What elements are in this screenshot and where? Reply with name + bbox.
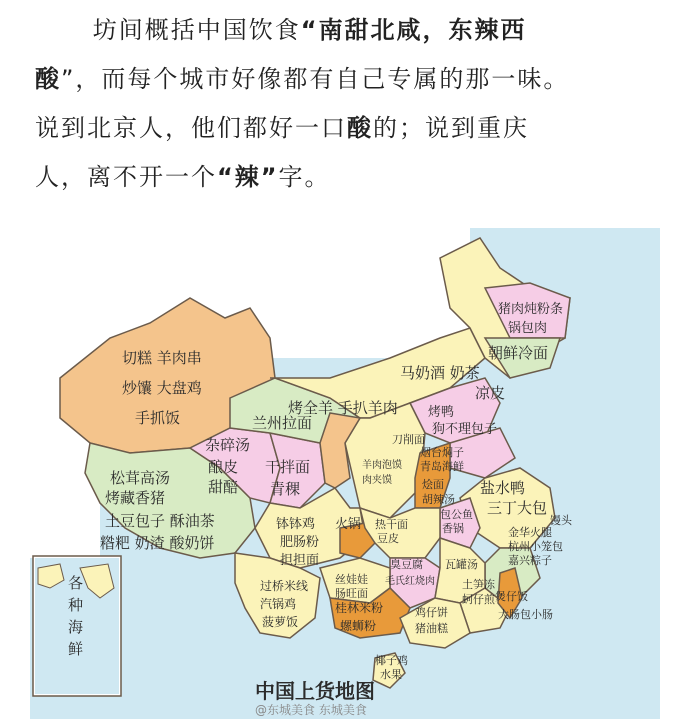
label-c-1: 热干面 (375, 518, 408, 531)
line3-text: 说到北京人，他们都好一口 (35, 114, 347, 142)
article-line-4 (35, 153, 665, 202)
label-sc-2: 肥肠粉 (280, 535, 320, 550)
label-s-8: 鸡仔饼 (415, 606, 448, 619)
label-c-3: 臭豆腐 (390, 558, 423, 571)
label-bj-2: 狗不理包子 (432, 422, 498, 437)
label-ne-2: 锅包肉 (508, 321, 548, 336)
label-xinjiang-3: 手抓饭 (135, 409, 181, 427)
article-text (35, 6, 665, 202)
label-inner-mongolia: 烤全羊 手扒羊肉 (288, 399, 398, 417)
article-line-1 (35, 6, 665, 55)
label-s-7: 螺蛳粉 (340, 619, 377, 633)
label-east-3: 金华火腿 (508, 526, 552, 539)
label-s-2: 汽锅鸡 (260, 597, 297, 611)
label-nc-3: 肉夹馍 (362, 475, 392, 486)
label-s-11: 大肠包小肠 (498, 608, 553, 621)
label-bj-1: 烤鸭 (428, 405, 455, 420)
line2-bold: 酸 (35, 65, 61, 93)
label-east-4: 杭州小笼包 (508, 540, 563, 553)
line1-bold: 南甜北咸，东辣西 (318, 16, 527, 44)
label-inset-4: 鲜 (68, 640, 84, 658)
food-map (30, 228, 660, 719)
label-qinghai-2: 酿皮 (208, 458, 239, 476)
label-tibet-2: 烤藏香猪 (105, 489, 166, 507)
line4-text: 人，离不开一个 (35, 163, 217, 191)
label-s-4: 丝娃娃 (335, 573, 368, 586)
label-nc-1: 刀削面 (392, 433, 425, 446)
label-east-1: 盐水鸭 (480, 479, 526, 497)
map-title: 中国上货地图 (255, 679, 375, 703)
label-nc-4: 烩面 (422, 478, 444, 491)
article-line-2 (35, 55, 665, 104)
line2-text: ”，而每个城市好像都有自己专属的那一味。 (61, 65, 570, 93)
china-food-map-svg (30, 228, 660, 719)
label-tibet-4: 糌粑 奶渣 酸奶饼 (100, 534, 215, 552)
label-nc-2: 羊肉泡馍 (362, 460, 402, 471)
label-s-1: 过桥米线 (260, 579, 309, 593)
label-qinghai2-2: 青稞 (270, 480, 301, 498)
label-east-5: 嘉兴粽子 (508, 554, 552, 567)
label-c-4: 毛氏红烧肉 (385, 576, 435, 587)
article-line-3 (35, 104, 665, 153)
label-tibet-1: 松茸高汤 (110, 469, 171, 487)
label-inset-1: 各 (68, 574, 84, 592)
label-ne-1: 猪肉炖粉条 (498, 302, 564, 317)
label-hainan-1: 椰子鸡 (375, 654, 408, 667)
label-sc-3: 担担面 (280, 553, 320, 568)
label-inset-3: 海 (68, 618, 84, 636)
label-east-8: 馒头 (550, 514, 572, 527)
label-xinjiang-1: 切糕 羊肉串 (122, 349, 202, 367)
line1-text: 坊间概括中国饮食 (92, 16, 301, 44)
label-ne-4: 马奶酒 奶茶 (400, 364, 480, 382)
label-qinghai-1: 杂碎汤 (205, 436, 251, 454)
line3-bold: 酸 (347, 114, 373, 142)
label-hainan-2: 水果 (380, 668, 402, 681)
label-nc-5: 胡辣汤 (422, 493, 455, 506)
line3-text-2: 的；说到重庆 (373, 114, 529, 142)
line4-text-2: 字。 (278, 163, 331, 191)
label-s-10: 煲仔饭 (495, 590, 528, 603)
label-qinghai-3: 甜醅 (208, 478, 239, 496)
label-bj-3: 烟台焖子 (420, 446, 464, 459)
label-bj-4: 青岛海鲜 (420, 460, 464, 473)
label-qinghai2-1: 干拌面 (265, 458, 311, 476)
label-xinjiang-2: 炒馕 大盘鸡 (122, 379, 202, 397)
label-sc-4: 火锅 (335, 517, 362, 532)
label-inset-2: 种 (68, 596, 84, 614)
label-east-7: 香锅 (442, 522, 464, 535)
label-east-6: 包公鱼 (440, 508, 473, 521)
label-c-2: 豆皮 (377, 532, 399, 545)
line4-bold: “辣” (217, 163, 279, 191)
label-c-7: 蚵仔煎 (462, 593, 495, 606)
label-tibet-3: 土豆包子 酥油茶 (105, 512, 215, 530)
label-ne-5: 凉皮 (475, 384, 506, 402)
line1-quote: “ (300, 16, 319, 44)
label-s-9: 猪油糕 (415, 622, 448, 635)
label-s-3: 菠萝饭 (262, 615, 299, 629)
watermark: @东城美食 东城美食 (255, 703, 367, 717)
label-east-2: 三丁大包 (487, 499, 548, 517)
label-gansu: 兰州拉面 (252, 414, 313, 432)
label-c-6: 土笋冻 (462, 578, 495, 591)
label-s-5: 肠旺面 (335, 587, 368, 600)
label-c-5: 瓦罐汤 (445, 558, 478, 571)
label-s-6: 桂林米粉 (335, 601, 384, 615)
label-ne-3: 朝鲜冷面 (488, 344, 549, 362)
label-sc-1: 钵钵鸡 (276, 517, 316, 532)
